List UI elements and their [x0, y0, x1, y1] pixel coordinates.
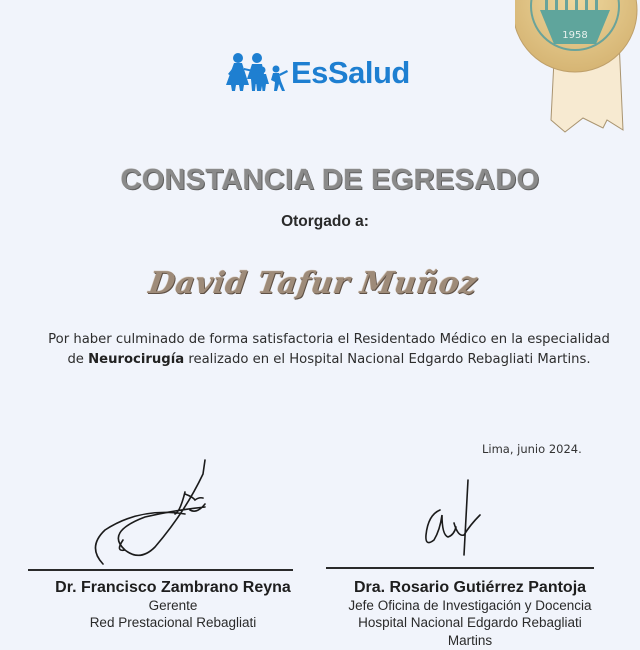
signer-1-organization: Red Prestacional Rebagliati — [89, 615, 257, 630]
body-text-part1: Por haber culminado de forma satisfactoria el Residentado Médico en la especialidad de — [48, 332, 610, 367]
granted-to-label: Otorgado a: — [281, 213, 369, 230]
essalud-logo — [226, 50, 410, 94]
specialty: Neurocirugía — [88, 352, 185, 367]
brand-name: EsSalud — [291, 54, 410, 90]
certificate-title: CONSTANCIA DE EGRESADO — [120, 164, 540, 196]
signer-1-name: Dr. Francisco Zambrano Reyna — [55, 579, 291, 596]
signer-2-organization: Hospital Nacional Edgardo Rebagliati — [358, 615, 582, 630]
recipient-name: David Tafur Muñoz — [146, 266, 480, 301]
place-date: Lima, junio 2024. — [482, 442, 582, 456]
signature-2 — [420, 475, 495, 560]
signature-line-2 — [326, 567, 594, 569]
signer-1-role: Gerente — [148, 598, 198, 613]
signer-2-organization-cont: Martins — [447, 633, 493, 648]
signature-line-1 — [28, 569, 293, 571]
certificate-body — [44, 330, 614, 370]
family-figures-icon — [226, 52, 288, 92]
signer-2-name: Dra. Rosario Gutiérrez Pantoja — [353, 579, 587, 596]
seal-year: 1958 — [562, 30, 588, 41]
signer-2-role: Jefe Oficina de Investigación y Docencia — [348, 598, 592, 613]
institutional-seal-rosette — [515, 0, 640, 165]
body-text-part2: realizado en el Hospital Nacional Edgardo Rebagliati Martins. — [184, 352, 591, 367]
signature-1 — [85, 452, 225, 567]
